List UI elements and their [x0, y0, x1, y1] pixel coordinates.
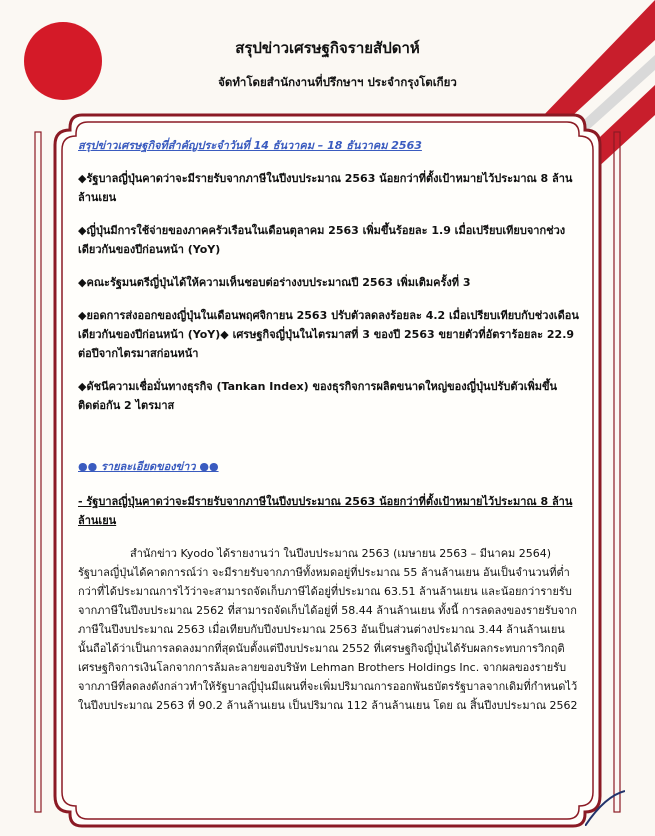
summary-item: ◆ดัชนีความเชื่อมั่นทางธุรกิจ (Tankan Index) ของธุรกิจการผลิตขนาดใหญ่ของญี่ปุ่นปรับตัวเพิ่มขึ้นติดต่อกัน 2 ไตรมาส — [78, 380, 558, 412]
details-heading: ●● รายละเอียดของข่าว ●● — [78, 460, 219, 473]
summary-item: ◆คณะรัฐมนตรีญี่ปุ่นได้ให้ความเห็นชอบต่อร่างงบประมาณปี 2563 เพิ่มเติมครั้งที่ 3 — [78, 276, 471, 289]
article-headline: - รัฐบาลญี่ปุ่นคาดว่าจะมีรายรับจากภาษีในปีงบประมาณ 2563 น้อยกว่าที่ตั้งเป้าหมายไว้ประมาณ 8 ล้านล้านเยน — [78, 495, 573, 527]
diamond-bullet-icon: ◆ — [78, 172, 87, 185]
summary-item: ◆ญี่ปุ่นมีการใช้จ่ายของภาคครัวเรือนในเดือนตุลาคม 2563 เพิ่มขึ้นร้อยละ 1.9 เมื่อเปรียบเทียบจากช่วงเดียวกันของปีก่อนหน้า (YoY) — [78, 224, 566, 256]
summary-item: ◆รัฐบาลญี่ปุ่นคาดว่าจะมีรายรับจากภาษีในปีงบประมาณ 2563 น้อยกว่าที่ตั้งเป้าหมายไว้ประมาณ 8 ล้านล้านเยน — [78, 172, 573, 204]
diamond-bullet-icon: ◆ — [78, 224, 87, 237]
document-body — [78, 136, 583, 715]
diamond-bullet-icon: ◆ — [78, 380, 87, 393]
diamond-bullet-icon: ◆ — [78, 276, 87, 289]
article-paragraph: สำนักข่าว Kyodo ได้รายงานว่า ในปีงบประมาณ 2563 (เมษายน 2563 – มีนาคม 2564) รัฐบาลญี่ปุ่นได้คาดการณ์ว่า จะมีรายรับจากภาษีทั้งหมดอยู่ที่ประมาณ 55 ล้านล้านเยน อันเป็นจำนวนที่ต่ำกว่าที่ได้ประมาณการไว้ว่าจะสามารถจัดเก็บภาษีได้อยู่ที่ประมาณ 63.51 ล้านล้านเยน และน้อยกว่ารายรับจากภาษีในปีงบประมาณ 2562 ที่สามารถจัดเก็บได้อยู่ที่ 58.44 ล้านล้านเยน ทั้งนี้ การลดลงของรายรับจากภาษีในปีงบประมาณ 2563 เมื่อเทียบกับปีงบประมาณ 2563 อันเป็นส่วนต่างประมาณ 3.44 ล้านล้านเยน นั้นถือได้ว่าเป็นการลดลงมากที่สุดนับตั้งแต่ปีงบประมาณ 2552 ที่เศรษฐกิจญี่ปุ่นได้รับผลกระทบการวิกฤติเศรษฐกิจการเงินโลกจากการล้มละลายของบริษัท Lehman Brothers Holdings Inc. จากผลของรายรับจากภาษีที่ลดลงดังกล่าวทำให้รัฐบาลญี่ปุ่นมีแผนที่จะเพิ่มปริมาณการออกพันธบัตรรัฐบาลจากเดิมที่กำหนดไว้ในปีงบประมาณ 2563 ที่ 90.2 ล้านล้านเยน เป็นปริมาณ 112 ล้านล้านเยน โดย ณ สิ้นปีงบประมาณ 2562 — [78, 547, 578, 712]
page-subtitle: จัดทำโดยสำนักงานที่ปรึกษาฯ ประจำกรุงโตเกียว — [218, 75, 457, 89]
page-title: สรุปข่าวเศรษฐกิจรายสัปดาห์ — [235, 39, 420, 57]
summary-heading: สรุปข่าวเศรษฐกิจที่สำคัญประจำวันที่ 14 ธันวาคม – 18 ธันวาคม 2563 — [78, 139, 422, 152]
corner-decoration — [585, 786, 625, 826]
diamond-bullet-icon: ◆ — [78, 309, 87, 322]
summary-item: ◆ยอดการส่งออกของญี่ปุ่นในเดือนพฤศจิกายน 2563 ปรับตัวลดลงร้อยละ 4.2 เมื่อเปรียบเทียบกับช่วงเดือนเดียวกันของปีก่อนหน้า (YoY)◆ เศรษฐกิจญี่ปุ่นในไตรมาสที่ 3 ของปี 2563 ขยายตัวที่อัตราร้อยละ 22.9 ต่อปีจากไตรมาสก่อนหน้า — [78, 309, 579, 360]
